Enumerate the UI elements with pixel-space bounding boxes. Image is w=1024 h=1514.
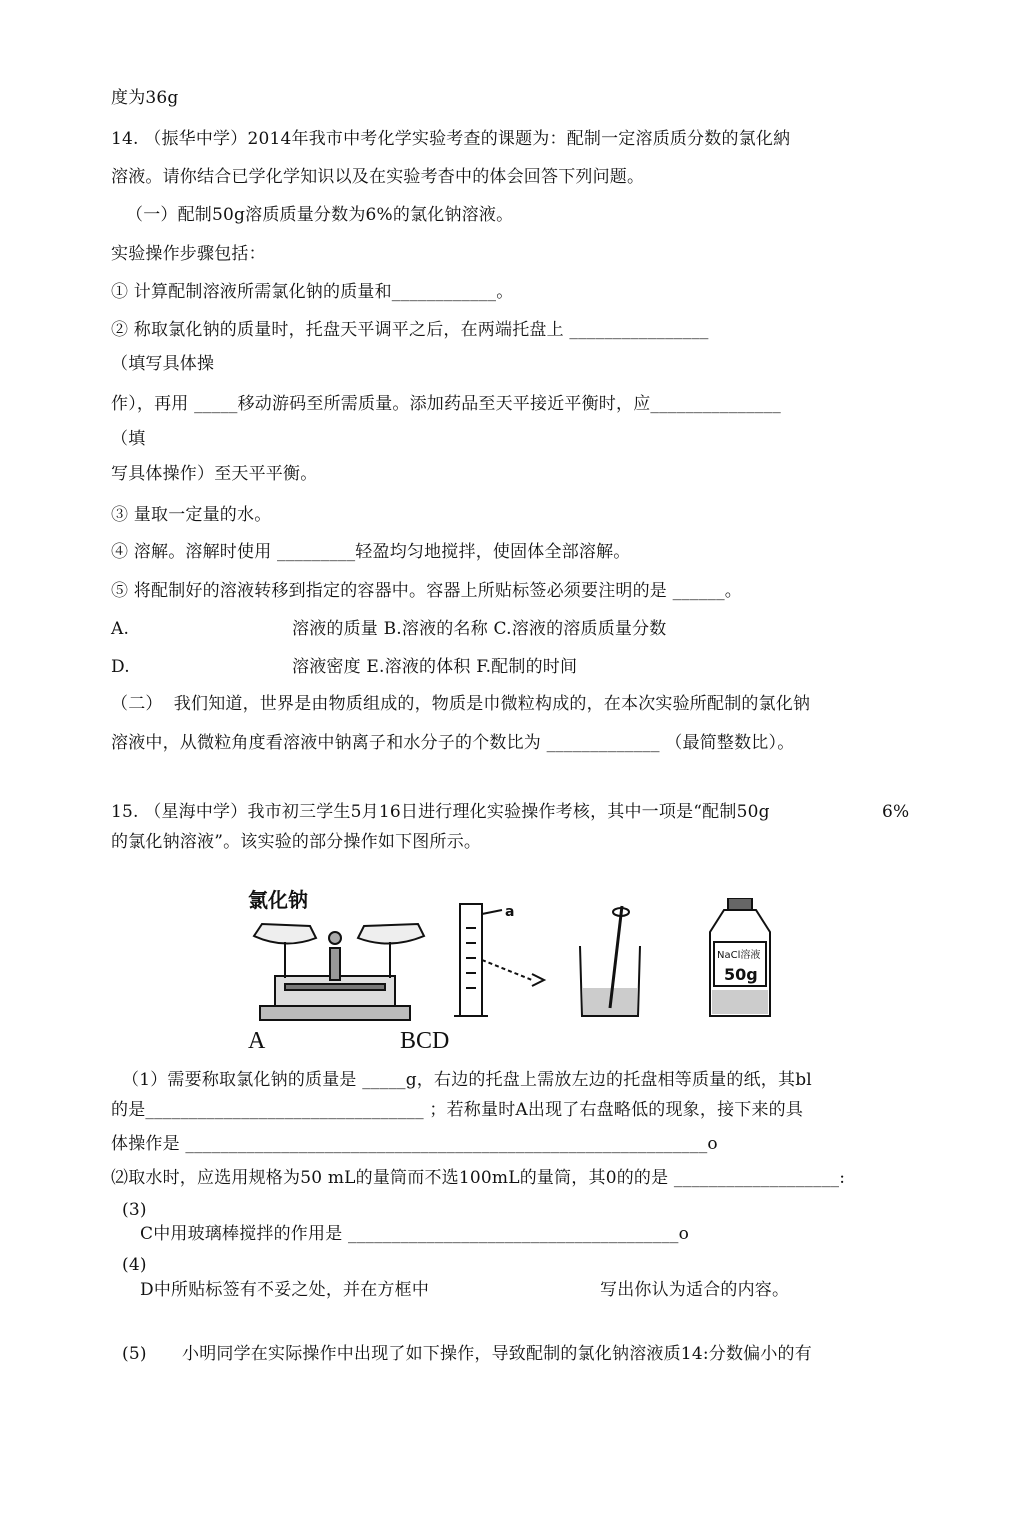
experiment-figure bbox=[240, 878, 780, 1058]
text-line: 溶液。请你结合已学化学知识以及在实验考杳中的体会回答下列问题。 bbox=[111, 167, 645, 187]
step-5: ⑤ 将配制好的溶液转移到指定的容器中。容器上所贴标签必须要注明的是 ______。 bbox=[111, 581, 743, 601]
text-line: 实验操作步骤包括： bbox=[111, 244, 266, 264]
figure-title: 氯化钠 bbox=[248, 888, 308, 912]
beaker-icon bbox=[580, 906, 640, 1016]
figure-label-bcd: BCD bbox=[400, 1028, 450, 1054]
text-line: 的氯化钠溶液”。该实验的部分操作如下图所示。 bbox=[111, 832, 482, 852]
step-2: ② 称取氯化钠的质量时，托盘天平调平之后，在两端托盘上 ________________ bbox=[111, 320, 709, 340]
sub-question-5: 小明同学在实际操作中出现了如下操作，导致配制的氯化钠溶液质14:分数偏小的有 bbox=[182, 1344, 812, 1364]
options-text: 溶液的质量 B.溶液的名称 C.溶液的溶质质量分数 bbox=[292, 619, 667, 639]
step-3: ③ 量取一定量的水。 bbox=[111, 505, 272, 525]
sub-question-3: C中用玻璃棒搅拌的作用是 ______________________________________o bbox=[140, 1224, 690, 1244]
text-line: （填 bbox=[111, 429, 146, 449]
reagent-bottle-icon bbox=[710, 898, 770, 1016]
sub-question-4-number: (4) bbox=[122, 1255, 147, 1275]
step-4: ④ 溶解。溶解时使用 _________轻盈均匀地搅拌，使固体全部溶解。 bbox=[111, 542, 631, 562]
text-fragment: 写出你认为适合的内容。 bbox=[600, 1280, 790, 1300]
bottle-label-top: NaCl溶液 bbox=[717, 950, 761, 961]
text-line: 度为36g bbox=[111, 88, 179, 108]
text-line: 作），再用 _____移动游码至所需质量。添加药品至天平接近平衡时，应_______________ bbox=[111, 394, 781, 414]
step-1: ① 计算配制溶液所需氯化钠的质量和____________。 bbox=[111, 282, 514, 302]
question-14-stem: 14. （振华中学）2014年我市中考化学实验考查的课题为：配制一定溶质质分数的氯化納 bbox=[111, 129, 791, 149]
text-line: 写具体操作）至天平平衡。 bbox=[111, 464, 318, 484]
option-label: D. bbox=[111, 657, 130, 677]
apparatus-illustration bbox=[240, 898, 780, 1043]
sub-question-2: ⑵取水时，应选用规格为50 mL的量筒而不选100mL的量筒，其0的的是 ___________________: bbox=[111, 1168, 846, 1188]
bottle-label-bottom: 50g bbox=[724, 965, 758, 984]
sub-question-4: D中所贴标签有不妥之处，并在方框中 bbox=[140, 1280, 430, 1300]
text-line: 体操作是 ____________________________________________________________o bbox=[111, 1134, 718, 1154]
sub-question-1: （1）需要称取氯化钠的质量是 _____g，右边的托盘上需放左边的托盘相等质量的纸，其bl bbox=[122, 1070, 812, 1090]
text-line: 溶液中，从微粒角度看溶液中钠离子和水分子的个数比为 _____________ （最简整数比）。 bbox=[111, 733, 795, 753]
section-two: （二） 我们知道，世界是由物质组成的，物质是巾微粒构成的，在本次实验所配制的氯化钠 bbox=[111, 694, 811, 714]
section-heading: （一）配制50g溶质质量分数为6%的氯化钠溶液。 bbox=[126, 205, 514, 225]
question-15-stem: 15. （星海中学）我市初三学生5月16日进行理化实验操作考核，其中一项是“配制50g bbox=[111, 802, 770, 822]
text-line: 的是________________________________ ；若称量时A出现了右盘略低的现象，接下来的具 bbox=[111, 1100, 804, 1120]
sub-question-3-number: (3) bbox=[122, 1200, 147, 1220]
options-text: 溶液密度 E.溶液的体积 F.配制的时间 bbox=[292, 657, 578, 677]
sub-question-5-number: (5) bbox=[122, 1344, 147, 1364]
option-label: A. bbox=[111, 619, 130, 639]
text-line: （填写具体操 bbox=[111, 354, 215, 374]
cylinder-icon bbox=[454, 904, 544, 1016]
figure-label-a: A bbox=[248, 1028, 266, 1054]
cylinder-mark: a bbox=[505, 904, 515, 920]
text-fragment: 6% bbox=[882, 802, 910, 822]
balance-icon bbox=[254, 924, 424, 1020]
